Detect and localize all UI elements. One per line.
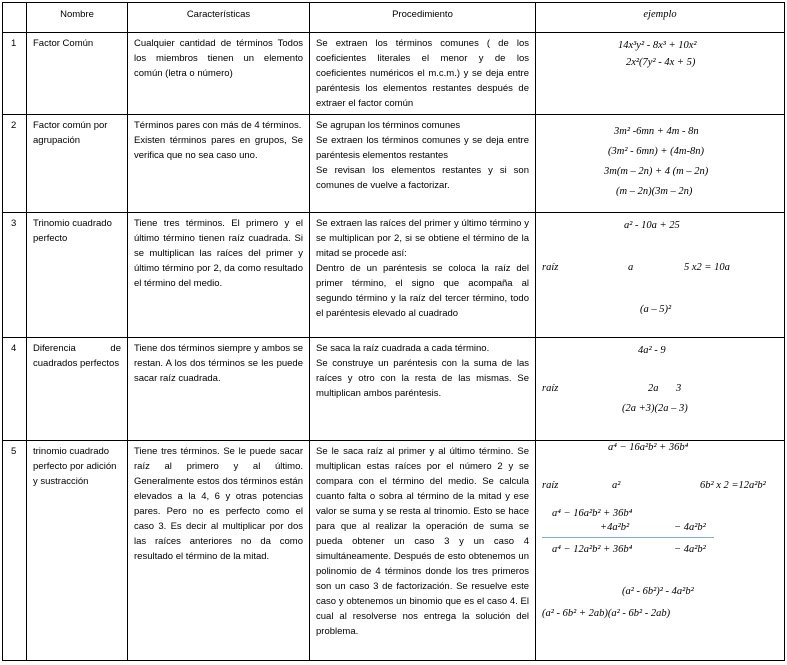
procedimiento-line: Dentro de un paréntesis se coloca la raíz del primer término, el signo que acompaña al segundo término y la raíz del tercer término, todo el paréntesis elevado al cuadrado (316, 263, 529, 319)
row-nombre: Trinomio cuadrado perfecto (27, 213, 128, 338)
table-row (3, 338, 785, 441)
row-procedimiento (310, 115, 536, 213)
row-caracteristicas: Tiene tres términos. El primero y el último término tienen raíz cuadrada. Si se multiplican las raíces del primer y último término por 2, da como resultado el término del medio. (128, 213, 310, 338)
procedimiento-line: Se saca la raíz cuadrada a cada término. (316, 343, 490, 354)
row-ejemplo (536, 338, 785, 441)
example-expression: 3m² -6mn + 4m - 8n (614, 126, 699, 137)
sum-add-term: +4a²b² (600, 522, 630, 533)
row-number: 2 (3, 115, 27, 213)
example-expression: a⁴ − 16a²b² + 36b⁴ (608, 442, 689, 453)
header-num (3, 3, 27, 33)
sum-result: a⁴ − 12a²b² + 36b⁴ (552, 544, 633, 555)
procedimiento-line: Se revisan los elementos restantes y si son comunes de vuelve a factorizar. (316, 165, 529, 191)
raiz-first: a (628, 262, 634, 273)
row-procedimiento: Se le saca raíz al primer y al último término. Se multiplican estas raíces por el número 2 y se compara con el término del medio. Se calcula cuanto falta o sobra al término de la mitad y ese valor se suma y se resta al trinomio. Esto se hace para que al realizar la operación de suma se pueda obtener un caso 3 y un caso 4 simultáneamente. Después de esto obtenemos un polinomio de 4 términos donde los tres primeros son un caso 3 de factorización. Se resuelve este caso y obtenemos un binomio que es el caso 4. El cual al resolverse nos entrega la solución del problema. (310, 441, 536, 661)
header-row (3, 3, 785, 33)
procedimiento-line: Se agrupan los términos comunes (316, 120, 461, 131)
sum-divider (542, 537, 714, 538)
raiz-label: raíz (542, 480, 559, 491)
row-ejemplo (536, 33, 785, 115)
example-result: (a² - 6b² + 2ab)(a² - 6b² - 2ab) (542, 608, 671, 619)
example-result: 2x²(7y² - 4x + 5) (626, 57, 696, 68)
table-row (3, 441, 785, 661)
example-result: (2a +3)(2a – 3) (622, 403, 688, 414)
sum-first-line: a⁴ − 16a²b² + 36b⁴ (552, 508, 633, 519)
raiz-first: 2a (648, 383, 659, 394)
header-nombre: Nombre (27, 3, 128, 33)
raiz-second: 6b² x 2 =12a²b² (700, 480, 766, 491)
procedimiento-line: Se construye un paréntesis con la suma de las raíces y otro con la resta de las mismas. Se multiplican ambos paréntesis. (316, 358, 529, 399)
row-nombre: Factor común por agrupación (27, 115, 128, 213)
sum-result-tail: − 4a²b² (674, 544, 706, 555)
example-expression: a² - 10a + 25 (624, 220, 680, 231)
example-step: (a² - 6b²)² - 4a²b² (622, 586, 694, 597)
row-ejemplo (536, 213, 785, 338)
row-procedimiento (310, 338, 536, 441)
raiz-label: raíz (542, 383, 559, 394)
example-expression: 14x³y² - 8x³ + 10x² (618, 40, 697, 51)
raiz-first: a² (612, 480, 621, 491)
sum-subtract-term: − 4a²b² (674, 522, 706, 533)
row-nombre: trinomio cuadrado perfecto por adición y sustracción (27, 441, 128, 661)
row-caracteristicas: Tiene tres términos. Se le puede sacar raíz al primero y al último. Generalmente estos dos términos están elevados a la 4, 6 y otras potencias pares. Pero no es perfecto como el caso 3. Es decir al multiplicar por dos las raíces anteriores no da como resultado el término de la mitad. (128, 441, 310, 661)
example-result: (a – 5)² (640, 304, 672, 315)
row-number: 4 (3, 338, 27, 441)
example-step: (3m² - 6mn) + (4m-8n) (608, 146, 704, 157)
row-number: 3 (3, 213, 27, 338)
row-ejemplo (536, 115, 785, 213)
caracteristica-line: Términos pares con más de 4 términos. (134, 120, 302, 131)
row-caracteristicas (128, 115, 310, 213)
table-row (3, 33, 785, 115)
example-result: (m – 2n)(3m – 2n) (616, 186, 693, 197)
row-procedimiento (310, 213, 536, 338)
header-ejemplo: ejemplo (536, 3, 785, 33)
factorization-table (2, 2, 785, 661)
row-procedimiento: Se extraen los términos comunes ( de los coeficientes literales el menor y de los coeficientes numéricos el m.c.m.) y se deja entre paréntesis los elementos restantes después de extraer el factor común (310, 33, 536, 115)
raiz-label: raíz (542, 262, 559, 273)
table-row (3, 115, 785, 213)
raiz-second: 5 x2 = 10a (684, 262, 730, 273)
example-expression: 4a² - 9 (638, 345, 666, 356)
row-caracteristicas: Tiene dos términos siempre y ambos se restan. A los dos términos se les puede sacar raíz cuadrada. (128, 338, 310, 441)
procedimiento-line: Se extraen las raíces del primer y último término y se multiplican por 2, si se obtiene el término de la mitad se procede así: (316, 218, 529, 259)
row-ejemplo (536, 441, 785, 661)
row-caracteristicas: Cualquier cantidad de términos Todos los miembros tienen un elemento común (letra o número) (128, 33, 310, 115)
procedimiento-line: Se extraen los términos comunes y se deja entre paréntesis elementos restantes (316, 135, 529, 161)
table-row (3, 213, 785, 338)
caracteristica-line: Existen términos pares en grupos, Se verifica que no sea caso uno. (134, 135, 303, 161)
header-caracteristicas: Características (128, 3, 310, 33)
row-number: 1 (3, 33, 27, 115)
row-nombre: Diferencia de cuadrados perfectos (27, 338, 128, 441)
row-nombre: Factor Común (27, 33, 128, 115)
header-procedimiento: Procedimiento (310, 3, 536, 33)
row-number: 5 (3, 441, 27, 661)
raiz-second: 3 (676, 383, 682, 394)
example-step: 3m(m – 2n) + 4 (m – 2n) (604, 166, 709, 177)
